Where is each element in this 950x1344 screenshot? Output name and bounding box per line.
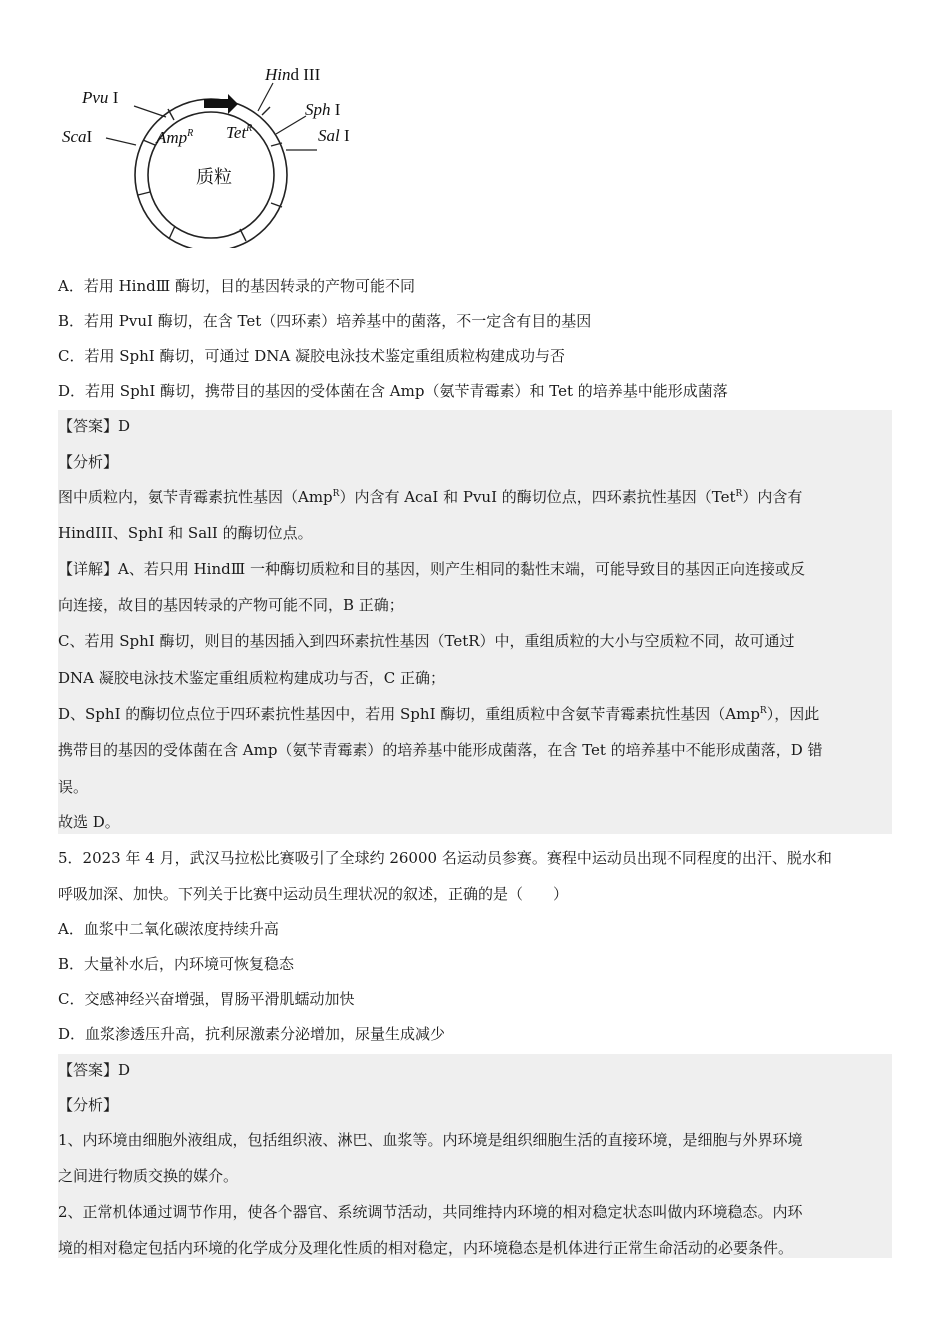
q4-detail-line-3: C、若用 SphI 酶切，则目的基因插入到四环素抗性基因（TetR）中，重组质粒的大小与空质粒不同，故可通过 — [58, 632, 795, 650]
tet-gene-label: Tet$^R$ — [226, 123, 253, 142]
q4-option-d: D．若用 SphI 酶切，携带目的基因的受体菌在含 Amp（氨苄青霉素）和 Tet 的培养基中能形成菌落 — [58, 382, 728, 400]
q4-detail-line-1: 【详解】A、若只用 HindⅢ 一种酶切质粒和目的基因，则产生相同的黏性末端，可能导致目的基因正向连接或反 — [58, 560, 805, 578]
q5-stem-line-1: 5．2023 年 4 月，武汉马拉松比赛吸引了全球约 26000 名运动员参赛。赛程中运动员出现不同程度的出汗、脱水和 — [58, 849, 832, 867]
q5-option-c: C．交感神经兴奋增强，胃肠平滑肌蠕动加快 — [58, 990, 355, 1008]
plasmid-center-label: 质粒 — [196, 167, 232, 188]
q5-analysis-heading: 【分析】 — [58, 1096, 119, 1114]
q4-analysis-heading: 【分析】 — [58, 453, 119, 471]
q5-analysis-line-4: 境的相对稳定包括内环境的化学成分及理化性质的相对稳定，内环境稳态是机体进行正常生命活动的必要条件。 — [58, 1239, 794, 1257]
q4-detail-line-2: 向连接，故目的基因转录的产物可能不同，B 正确； — [58, 596, 404, 614]
q4-option-c: C．若用 SphI 酶切，可通过 DNA 凝胶电泳技术鉴定重组质粒构建成功与否 — [58, 347, 565, 365]
q5-solution-block — [58, 1054, 892, 1258]
sali-site-label: Sal I — [318, 126, 350, 145]
hindiii-site-label: Hind III — [265, 65, 321, 84]
q4-detail-line-5: D、SphI 的酶切位点位于四环素抗性基因中，若用 SphI 酶切，重组质粒中含氨苄青霉素抗性基因（Amp$^R$），因此 — [58, 705, 820, 723]
q5-analysis-line-3: 2、正常机体通过调节作用，使各个器官、系统调节活动，共同维持内环境的相对稳定状态叫做内环境稳态。内环 — [58, 1203, 803, 1221]
amp-gene-label: Amp$^R$ — [156, 128, 194, 147]
q4-option-a: A．若用 HindⅢ 酶切，目的基因转录的产物可能不同 — [58, 277, 415, 295]
q4-detail-line-4: DNA 凝胶电泳技术鉴定重组质粒构建成功与否，C 正确； — [58, 669, 445, 687]
q5-stem-line-2: 呼吸加深、加快。下列关于比赛中运动员生理状况的叙述，正确的是（ ） — [58, 885, 569, 903]
q4-option-b: B．若用 PvuI 酶切，在含 Tet（四环素）培养基中的菌落，不一定含有目的基因 — [58, 312, 592, 330]
plasmid-diagram — [58, 58, 358, 248]
q5-analysis-line-1: 1、内环境由细胞外液组成，包括组织液、淋巴、血浆等。内环境是组织细胞生活的直接环境，是细胞与外界环境 — [58, 1131, 803, 1149]
q5-option-d: D．血浆渗透压升高，抗利尿激素分泌增加，尿量生成减少 — [58, 1025, 446, 1043]
sphi-site-label: Sph I — [305, 100, 341, 119]
q5-answer: 【答案】D — [58, 1061, 131, 1079]
q4-conclusion: 故选 D。 — [58, 813, 120, 831]
q5-option-a: A．血浆中二氧化碳浓度持续升高 — [58, 920, 279, 938]
q5-option-b: B．大量补水后，内环境可恢复稳态 — [58, 955, 295, 973]
site-leader-lines — [106, 83, 317, 150]
q4-solution-block — [58, 410, 892, 834]
plasmid-svg — [58, 58, 358, 248]
pvui-site-label: Pvu I — [82, 88, 119, 107]
q4-detail-line-7: 误。 — [58, 778, 89, 796]
q4-detail-line-6: 携带目的基因的受体菌在含 Amp（氨苄青霉素）的培养基中能形成菌落，在含 Tet 的培养基中不能形成菌落，D 错 — [58, 741, 823, 759]
q4-answer: 【答案】D — [58, 417, 131, 435]
q4-analysis-line-1: 图中质粒内，氨苄青霉素抗性基因（Amp$^R$）内含有 AcaI 和 PvuI 的酶切位点，四环素抗性基因（Tet$^R$）内含有 — [58, 488, 803, 506]
promoter-arrow-icon — [204, 94, 238, 114]
q5-analysis-line-2: 之间进行物质交换的媒介。 — [58, 1167, 239, 1185]
scai-site-label: ScaI — [62, 127, 93, 146]
q4-analysis-line-2: HindIII、SphI 和 SalI 的酶切位点。 — [58, 524, 313, 542]
